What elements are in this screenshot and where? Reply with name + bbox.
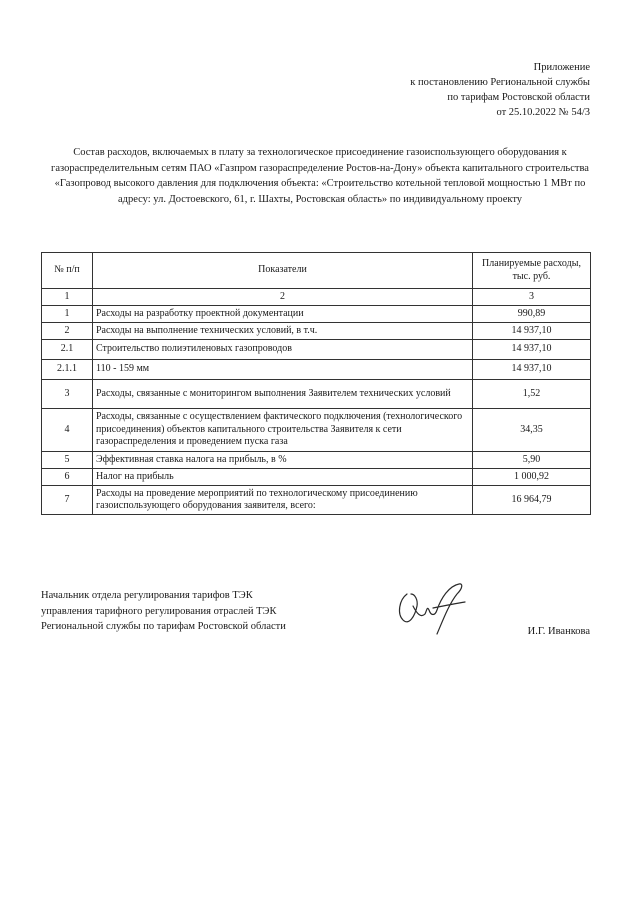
table-row	[42, 360, 591, 380]
index-cell: 3	[473, 289, 591, 306]
appendix-line: от 25.10.2022 № 54/3	[496, 107, 590, 118]
row-value: 990,89	[473, 306, 591, 323]
signatory-name: И.Г. Иванкова	[527, 626, 590, 637]
table-row	[42, 380, 591, 409]
row-value: 14 937,10	[473, 360, 591, 380]
row-number: 1	[42, 306, 93, 323]
table-row	[42, 306, 591, 323]
header-indicator: Показатели	[93, 253, 473, 289]
table-header-row	[42, 253, 591, 289]
row-value: 1,52	[473, 380, 591, 409]
row-number: 4	[42, 409, 93, 452]
appendix-line: к постановлению Региональной службы	[410, 77, 590, 88]
row-number: 2.1	[42, 340, 93, 360]
row-name: Расходы на проведение мероприятий по технологическому присоединению газоиспользующего оборудования заявителя, всего:	[93, 486, 473, 515]
row-name: Расходы, связанные с осуществлением фактического подключения (технологического присоединения) объектов капитального строительства Заявителя к сети газораспределения и проведением пуска газа	[93, 409, 473, 452]
row-name: 110 - 159 мм	[93, 360, 473, 380]
handwritten-signature	[393, 580, 473, 638]
row-number: 5	[42, 452, 93, 469]
position-line: Начальник отдела регулирования тарифов ТЭК	[41, 590, 253, 601]
row-value: 5,90	[473, 452, 591, 469]
signatory-position	[41, 588, 286, 635]
table-row	[42, 452, 591, 469]
row-name: Расходы на разработку проектной документации	[93, 306, 473, 323]
table-row	[42, 409, 591, 452]
row-name: Налог на прибыль	[93, 469, 473, 486]
index-cell: 1	[42, 289, 93, 306]
table-row	[42, 323, 591, 340]
header-number: № п/п	[42, 253, 93, 289]
index-cell: 2	[93, 289, 473, 306]
row-number: 2.1.1	[42, 360, 93, 380]
row-name: Расходы на выполнение технических условий, в т.ч.	[93, 323, 473, 340]
appendix-header	[260, 60, 590, 120]
table-row	[42, 486, 591, 515]
row-value: 1 000,92	[473, 469, 591, 486]
appendix-line: по тарифам Ростовской области	[447, 92, 590, 103]
row-number: 2	[42, 323, 93, 340]
row-value: 34,35	[473, 409, 591, 452]
document-title: Состав расходов, включаемых в плату за технологическое присоединение газоиспользующего оборудования к газораспределительным сетям ПАО «Газпром газораспределение Ростов-на-Дону» объекта капитального строительства «Газопровод высокого давления для подключения объекта: «Строительство котельной тепловой мощностью 1 МВт по адресу: ул. Достоевского, 61, г. Шахты, Ростовская область» по индивидуальному проекту	[51, 147, 589, 205]
appendix-line: Приложение	[533, 62, 590, 73]
position-line: Региональной службы по тарифам Ростовской области	[41, 621, 286, 632]
row-number: 7	[42, 486, 93, 515]
row-value: 14 937,10	[473, 340, 591, 360]
table-row	[42, 340, 591, 360]
row-number: 6	[42, 469, 93, 486]
expenses-table	[41, 252, 591, 515]
table-index-row	[42, 289, 591, 306]
row-name: Строительство полиэтиленовых газопроводов	[93, 340, 473, 360]
table-row	[42, 469, 591, 486]
row-name: Расходы, связанные с мониторингом выполнения Заявителем технических условий	[93, 380, 473, 409]
row-value: 16 964,79	[473, 486, 591, 515]
row-name: Эффективная ставка налога на прибыль, в %	[93, 452, 473, 469]
row-number: 3	[42, 380, 93, 409]
header-planned-costs: Планируемые расходы, тыс. руб.	[473, 253, 591, 289]
row-value: 14 937,10	[473, 323, 591, 340]
position-line: управления тарифного регулирования отраслей ТЭК	[41, 605, 277, 617]
